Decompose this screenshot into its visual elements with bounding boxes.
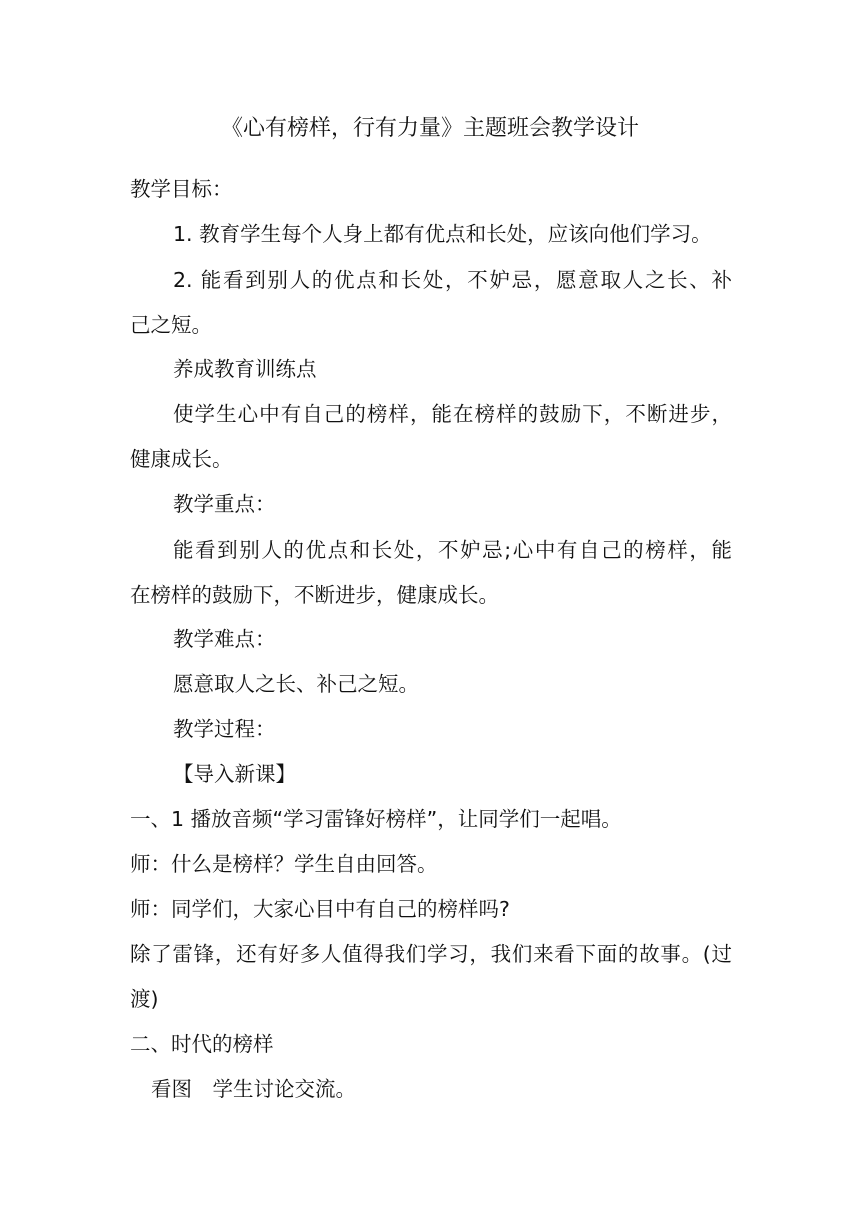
picture-discussion-text: 看图 学生讨论交流。 xyxy=(151,1077,356,1101)
transition-text: 除了雷锋，还有好多人值得我们学习，我们来看下面的故事。(过 xyxy=(130,942,732,966)
teacher-question-1: 师：什么是榜样？学生自由回答。 xyxy=(130,852,438,876)
section-heading-training-point: 养成教育训练点 xyxy=(173,357,317,381)
section-heading-difficulties: 教学难点： xyxy=(173,627,276,651)
section-heading-role-models-of-era: 二、时代的榜样 xyxy=(130,1032,274,1056)
process-step-1: 一、1 播放音频“学习雷锋好榜样”，让同学们一起唱。 xyxy=(130,807,622,831)
key-points-text: 能看到别人的优点和长处，不妒忌;心中有自己的榜样，能 xyxy=(173,538,732,562)
training-point-text: 使学生心中有自己的榜样，能在榜样的鼓励下，不断进步， xyxy=(173,402,732,426)
section-heading-objectives: 教学目标： xyxy=(130,177,233,201)
objective-item-2-continued: 己之短。 xyxy=(130,313,212,337)
transition-text-continued: 渡) xyxy=(130,987,159,1011)
objective-item-2: 2. 能看到别人的优点和长处，不妒忌，愿意取人之长、补 xyxy=(173,268,732,292)
section-heading-introduction: 【导入新课】 xyxy=(173,762,296,786)
teacher-question-2: 师：同学们，大家心目中有自己的榜样吗? xyxy=(130,897,510,921)
document-title: 《心有榜样，行有力量》主题班会教学设计 xyxy=(220,116,639,141)
training-point-text-continued: 健康成长。 xyxy=(130,447,233,471)
objective-item-1: 1. 教育学生每个人身上都有优点和长处，应该向他们学习。 xyxy=(173,222,712,246)
section-heading-key-points: 教学重点： xyxy=(173,492,276,516)
section-heading-process: 教学过程： xyxy=(173,717,276,741)
difficulties-text: 愿意取人之长、补己之短。 xyxy=(173,672,419,696)
key-points-text-continued: 在榜样的鼓励下，不断进步，健康成长。 xyxy=(130,583,499,607)
